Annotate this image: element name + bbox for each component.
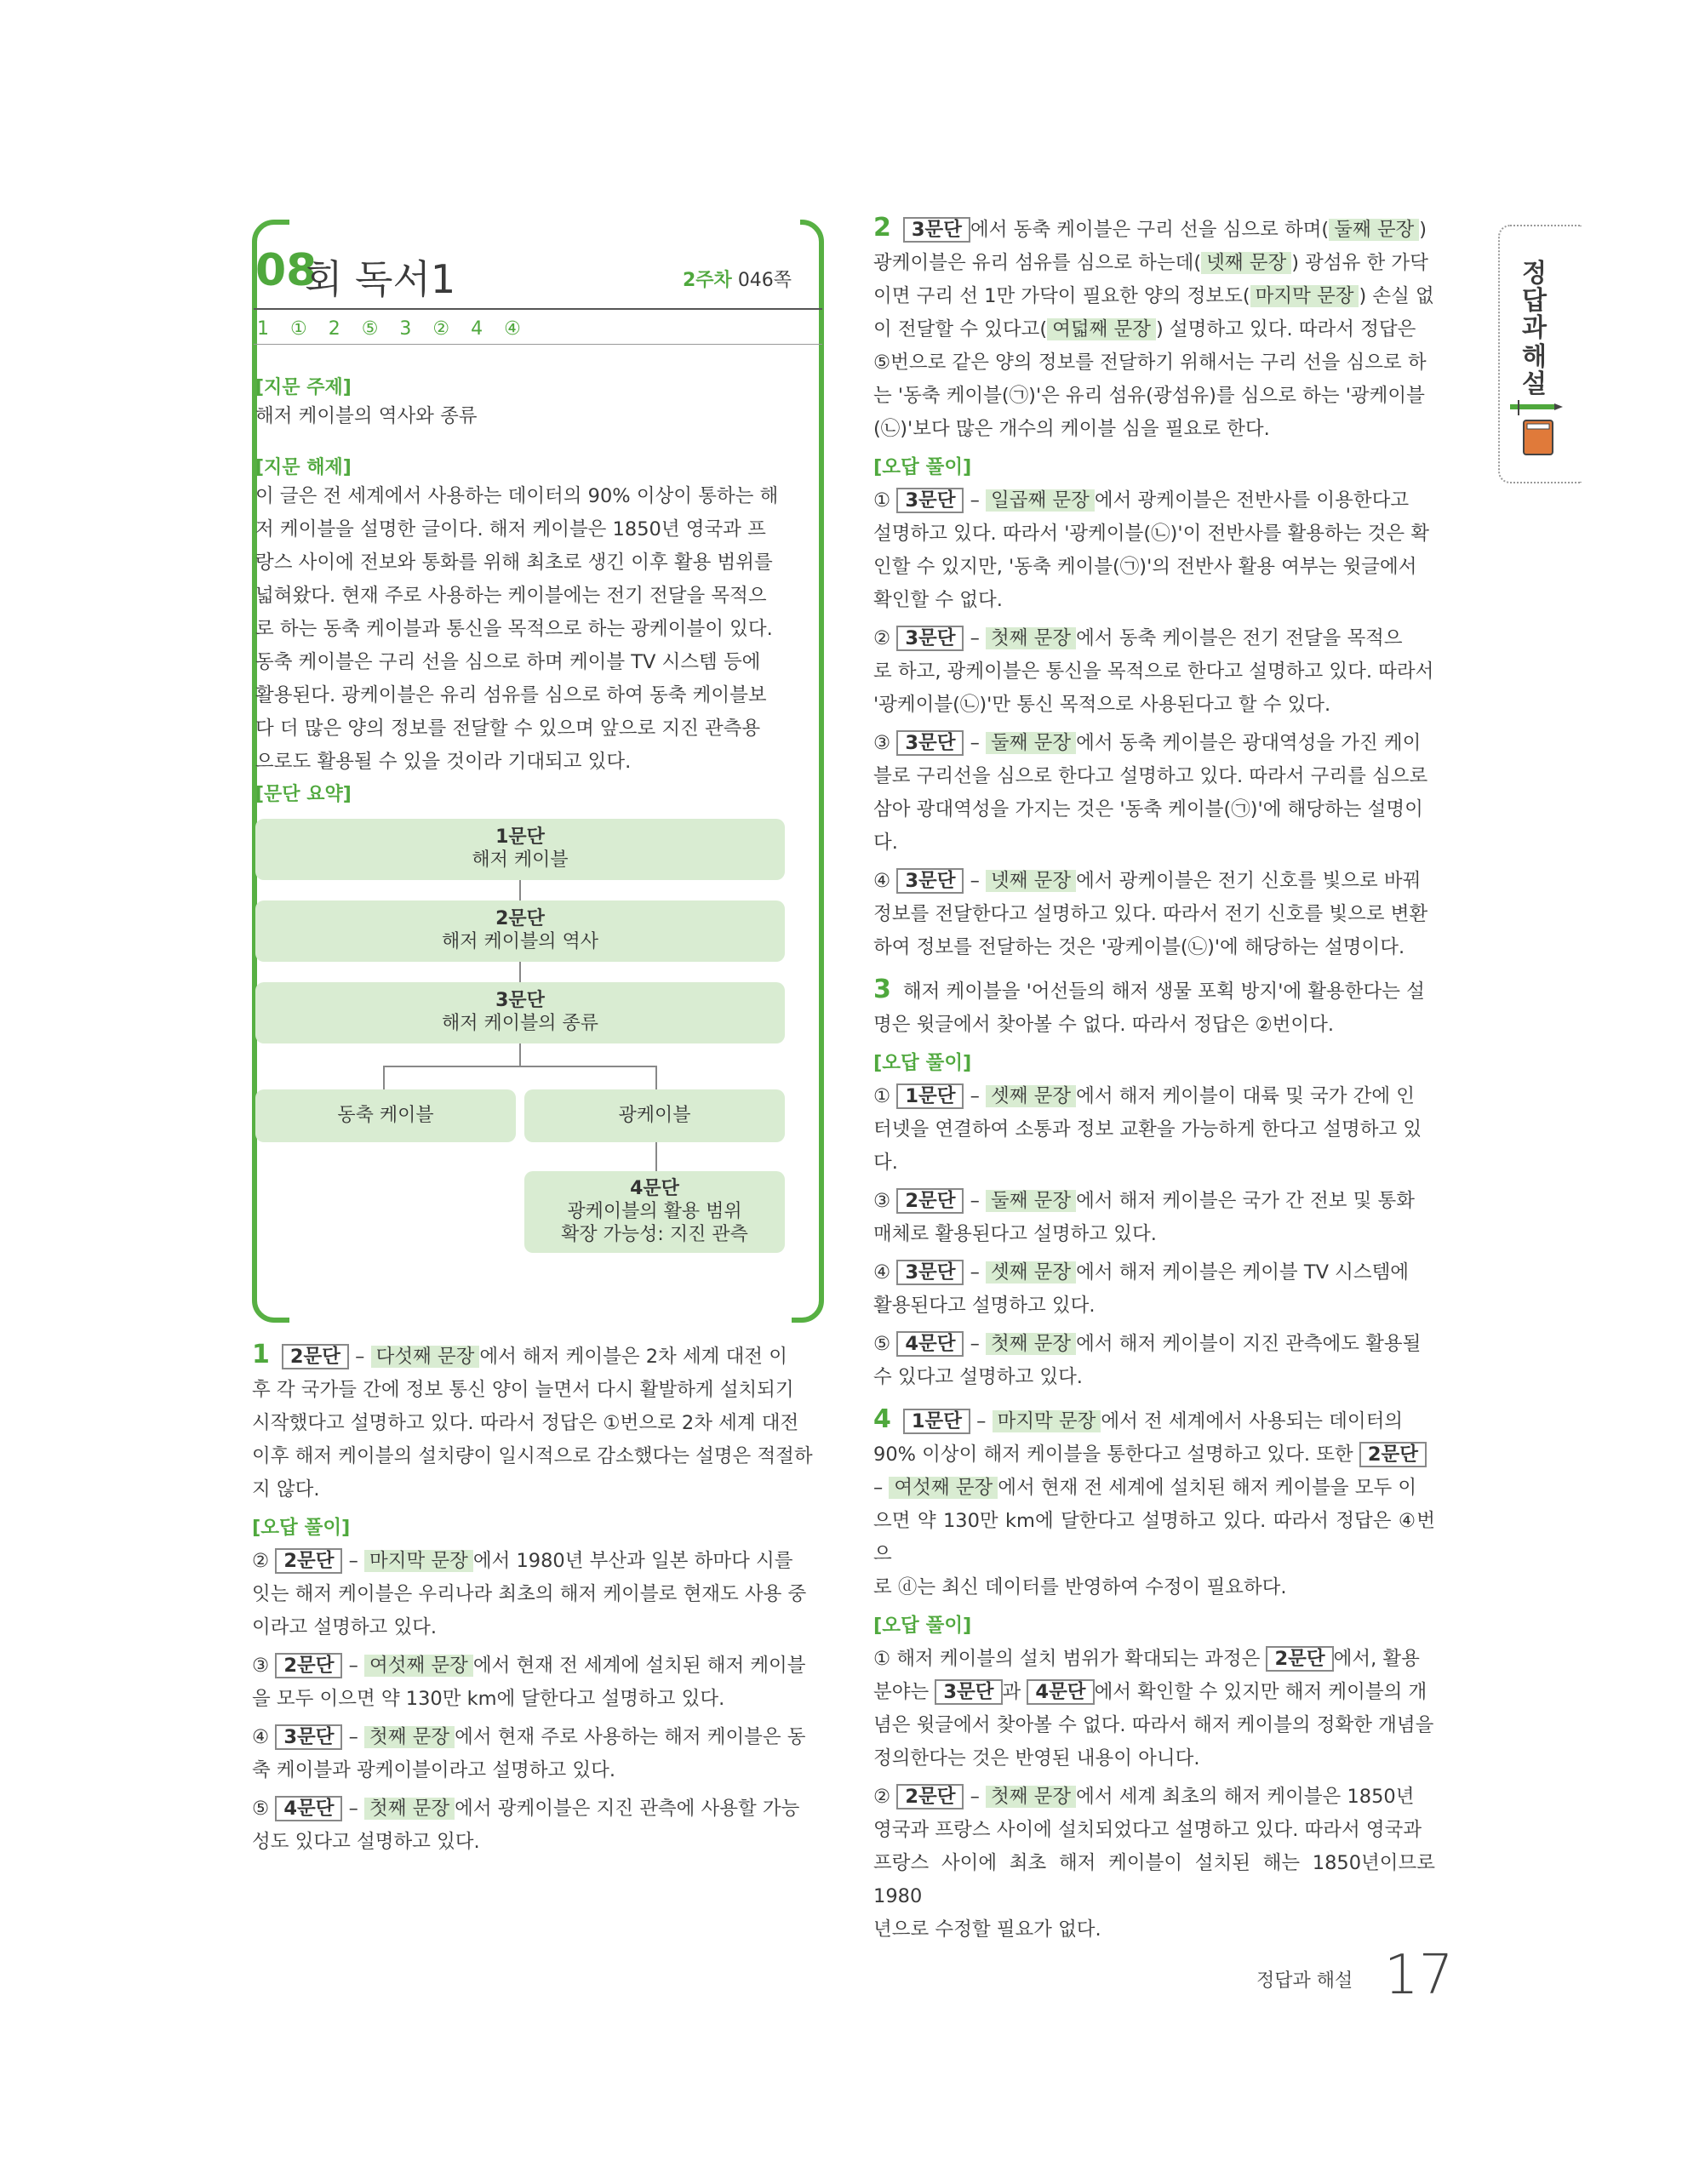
text-line [873,313,1435,346]
text: 에서 현재 전 세계에 설치된 해저 케이블을 모두 이 [998,1477,1417,1499]
paragraph-tag: 3문단 [896,1260,964,1285]
sentence-highlight: 둘째 문장 [1329,219,1419,241]
paragraph-tag: 3문단 [935,1679,1002,1705]
sentence-highlight: 여섯째 문장 [364,1655,473,1677]
summary-optic: 광케이블 [524,1089,785,1142]
question-number: 3 [873,975,891,1004]
summary-p3 [255,982,785,1043]
text-line: 블로 구리선을 심으로 한다고 설명하고 있다. 따라서 구리를 심으로 [873,765,1428,787]
week-label: 2주차 [683,270,732,291]
text-line: 는 '동축 케이블(㉠)'은 유리 섬유(광섬유)를 심으로 하는 '광케이블 [873,385,1425,407]
choice-mark: ② [252,1550,270,1572]
page-number: 17 [1384,1944,1454,2007]
text-line: ⑤번으로 같은 양의 정보를 전달하기 위해서는 구리 선을 심으로 하 [873,352,1427,374]
sentence-highlight: 첫째 문장 [986,1786,1076,1808]
text: 에서 확인할 수 있지만 해저 케이블의 개 [1094,1681,1427,1703]
text-line [873,973,1435,1009]
paragraph-tag: 3문단 [903,217,970,243]
choice-mark: ④ [252,1726,270,1748]
divider [254,308,822,310]
week-page: 046쪽 [737,270,792,291]
sentence-highlight: 일곱째 문장 [986,489,1095,512]
paragraph-tag: 2문단 [275,1548,342,1574]
text-line: 다 더 많은 양의 정보를 전달할 수 있으며 앞으로 지진 관측용 [255,718,761,740]
text-line: 이후 해저 케이블의 설치량이 일시적으로 감소했다는 설명은 적절하 [252,1445,813,1467]
wrong-answer-label: [오답 풀이] [252,1517,351,1539]
text-line: ③ 2문단 – 여섯째 문장 에서 현재 전 세계에 설치된 해저 케이블 [252,1655,806,1677]
paragraph-tag: 3문단 [896,626,964,651]
side-tab-char: 설 [1522,369,1547,399]
summary-p4-line1: 광케이블의 활용 범위 [567,1201,742,1222]
summary-p4-title: 4문단 [630,1178,679,1199]
answer-key: 1 ① 2 ⑤ 3 ② 4 ④ [257,318,521,340]
question-number: 2 [873,213,891,243]
text-line: 성도 있다고 설명하고 있다. [252,1831,480,1853]
text-line: – 여섯째 문장 에서 현재 전 세계에 설치된 해저 케이블을 모두 이 [873,1477,1417,1499]
text-line: 정의한다는 것은 반영된 내용이 아니다. [873,1747,1200,1769]
text-line: 프랑스 사이에 최초 해저 케이블이 설치된 해는 1850년이므로 1980 [873,1852,1435,1907]
summary-label: [문단 요약] [255,784,352,805]
text-line: 축 케이블과 광케이블이라고 설명하고 있다. [252,1759,615,1781]
text: 에서 동축 케이블은 구리 선을 심으로 하며( [970,219,1330,241]
choice-mark: ④ [873,870,891,892]
paragraph-tag: 2문단 [1359,1442,1427,1467]
box-gap-top [289,213,800,225]
connector [383,1066,385,1089]
text-line: 설명하고 있다. 따라서 '광케이블(㉡)'이 전반사를 활용하는 것은 확 [873,523,1430,545]
text: 에서, 활용 [1333,1648,1420,1670]
paragraph-tag: 4문단 [275,1796,342,1821]
text-line: 로 하는 동축 케이블과 통신을 목적으로 하는 광케이블이 있다. [255,618,773,640]
text: 에서 해저 케이블은 2차 세계 대전 이 [479,1346,787,1368]
side-tab-char: 해 [1522,342,1547,372]
topic-text: 해저 케이블의 역사와 종류 [255,405,478,427]
divider [254,344,822,345]
text: 에서 광케이블은 전반사를 이용한다고 [1094,489,1410,512]
wrong-answer-label: [오답 풀이] [873,1052,972,1074]
text-line [873,247,1435,280]
text: 에서 해저 케이블이 대륙 및 국가 간에 인 [1076,1085,1415,1107]
sentence-highlight: 셋째 문장 [986,1261,1076,1284]
text-line: 넓혀왔다. 현재 주로 사용하는 케이블에는 전기 전달을 목적으 [255,585,767,607]
text-line: 4 1문단 – 마지막 문장 에서 전 세계에서 사용되는 데이터의 [873,1404,1404,1434]
summary-p3-title: 3문단 [495,990,545,1011]
text-line: 으면 약 130만 km에 달한다고 설명하고 있다. 따라서 정답은 ④번으 [873,1510,1435,1565]
text-line: 2 3문단 에서 동축 케이블은 구리 선을 심으로 하며( 둘째 문장 ) [873,213,1427,243]
side-tab-char: 과 [1522,313,1547,343]
choice-mark: ③ [873,732,891,754]
text: 해저 케이블을 '어선들의 해저 생물 포획 방지'에 활용한다는 설 [902,981,1425,1003]
choice-mark: ③ [252,1655,270,1677]
text-line: ⑤ 4문단 – 첫째 문장 에서 광케이블은 지진 관측에 사용할 가능 [252,1798,800,1820]
box-gap-bottom [289,1312,792,1324]
paragraph-tag: 2문단 [275,1653,342,1678]
paragraph-tag: 2문단 [1266,1646,1333,1672]
choice-mark: ① [873,1085,891,1107]
paragraph-tag: 3문단 [275,1724,342,1750]
summary-p2 [255,900,785,962]
sentence-highlight: 첫째 문장 [986,1333,1076,1355]
summary-p2-title: 2문단 [495,908,545,929]
text-line: 동축 케이블은 구리 선을 심으로 하며 케이블 TV 시스템 등에 [255,651,761,673]
text-line: 랑스 사이에 전보와 통화를 위해 최초로 생긴 이후 활용 범위를 [255,552,773,574]
text-line: 이 글은 전 세계에서 사용하는 데이터의 90% 이상이 통하는 해 [255,485,779,507]
paragraph-tag: 3문단 [896,730,964,756]
paragraph-tag: 2문단 [282,1344,349,1369]
paragraph-tag: 1문단 [903,1409,970,1434]
connector [519,880,521,900]
text-line: 수 있다고 설명하고 있다. [873,1366,1083,1388]
sentence-highlight: 첫째 문장 [364,1726,455,1748]
text-line: ⑤ 4문단 – 첫째 문장 에서 해저 케이블이 지진 관측에도 활용될 [873,1333,1422,1355]
sentence-highlight: 둘째 문장 [986,732,1076,754]
text: 에서 해저 케이블은 국가 간 전보 및 통화 [1076,1190,1415,1212]
text-line: ④ 3문단 – 첫째 문장 에서 현재 주로 사용하는 해저 케이블은 동 [252,1726,806,1748]
sentence-highlight: 다섯째 문장 [371,1346,480,1368]
text: 에서 현재 주로 사용하는 해저 케이블은 동 [455,1726,806,1748]
wrong-answer-label: [오답 풀이] [873,1615,972,1637]
text-line: 로 하고, 광케이블은 통신을 목적으로 한다고 설명하고 있다. 따라서 [873,660,1434,683]
text-line: 하여 정보를 전달하는 것은 '광케이블(㉡)'에 해당하는 설명이다. [873,936,1405,958]
summary-p4 [524,1171,785,1253]
sentence-highlight: 셋째 문장 [986,1085,1076,1107]
text-line: ② 2문단 – 첫째 문장 에서 세계 최초의 해저 케이블은 1850년 [873,1786,1415,1808]
text-line: 활용된다. 광케이블은 유리 섬유를 심으로 하여 동축 케이블보 [255,684,767,706]
sentence-highlight: 마지막 문장 [364,1550,473,1572]
text-line: 다. [873,832,898,854]
paragraph-tag: 3문단 [896,488,964,513]
paragraph-tag: 2문단 [896,1188,964,1214]
summary-p1-text: 해저 케이블 [472,849,569,871]
question-number: 1 [252,1340,270,1369]
text-line: 으로도 활용될 수 있을 것이라 기대되고 있다. [255,751,632,773]
text-line: 활용된다고 설명하고 있다. [873,1295,1096,1317]
text-line: ② 2문단 – 마지막 문장 에서 1980년 부산과 일본 하마다 시를 [252,1550,793,1572]
choice-mark: ⑤ [873,1333,891,1355]
text: 과 [1002,1681,1021,1703]
pencil-book-icon [1507,395,1566,463]
sentence-highlight: 첫째 문장 [986,627,1076,649]
sentence-highlight: 여섯째 문장 [889,1477,998,1499]
topic-label: [지문 주제] [255,377,352,398]
summary-p3-text: 해저 케이블의 종류 [441,1013,598,1034]
text-line: 인할 수 있지만, '동축 케이블(㉠)'의 전반사 활용 여부는 윗글에서 [873,556,1417,578]
connector [655,1142,657,1171]
text-line: 년으로 수정할 필요가 없다. [873,1918,1101,1941]
sentence-highlight: 마지막 문장 [1250,285,1359,307]
choice-mark: ② [873,627,891,649]
text: 이 전달할 수 있다고( [873,318,1048,340]
text-line [873,1643,1435,1676]
text-line: 다. [873,1152,898,1174]
sentence-highlight: 둘째 문장 [986,1190,1076,1212]
text-line: ④ 3문단 – 셋째 문장 에서 해저 케이블은 케이블 TV 시스템에 [873,1261,1410,1284]
text-line: (㉡)'보다 많은 개수의 케이블 심을 필요로 한다. [873,418,1270,440]
text: 에서 세계 최초의 해저 케이블은 1850년 [1076,1786,1415,1808]
text: ) 손실 없 [1359,285,1434,307]
text: ) 광섬유 한 가닥 [1291,252,1428,274]
question-2 [873,211,1435,1947]
footer-label: 정답과 해설 [1256,1970,1353,1992]
text: ) 설명하고 있다. 따라서 정답은 [1155,318,1416,340]
week-ref [683,266,792,292]
text-line: ① 3문단 – 일곱째 문장 에서 광케이블은 전반사를 이용한다고 [873,489,1410,512]
summary-p2-text: 해저 케이블의 역사 [441,931,598,952]
summary-p1 [255,819,785,880]
text: 에서 광케이블은 지진 관측에 사용할 가능 [455,1798,800,1820]
text: 에서 동축 케이블은 전기 전달을 목적으 [1076,627,1403,649]
text-line: 터넷을 연결하여 소통과 정보 교환을 가능하게 한다고 설명하고 있 [873,1118,1422,1141]
sentence-highlight: 마지막 문장 [993,1410,1101,1432]
text-line: 지 않다. [252,1478,320,1501]
text-line: 저 케이블을 설명한 글이다. 해저 케이블은 1850년 영국과 프 [255,518,766,540]
lesson-number: 08 [255,245,318,296]
connector [519,962,521,982]
text: 에서 광케이블은 전기 신호를 빛으로 바꿔 [1076,870,1422,892]
analysis-label: [지문 해제] [255,457,352,478]
text-line: 삼아 광대역성을 가지는 것은 '동축 케이블(㉠)'에 해당하는 설명이 [873,798,1423,820]
text: 분야는 [873,1681,930,1703]
text: 에서 전 세계에서 사용되는 데이터의 [1101,1410,1404,1432]
text-line: 잇는 해저 케이블은 우리나라 최초의 해저 케이블로 현재도 사용 중 [252,1583,807,1605]
text: 광케이블은 유리 섬유를 심으로 하는데( [873,252,1202,274]
text-line: 로 ⓓ는 최신 데이터를 반영하여 수정이 필요하다. [873,1576,1287,1598]
side-tab-char: 정 [1522,259,1547,289]
text-line: 영국과 프랑스 사이에 설치되었다고 설명하고 있다. 따라서 영국과 [873,1819,1422,1841]
choice-mark: ④ [873,1261,891,1284]
text-line: ④ 3문단 – 넷째 문장 에서 광케이블은 전기 신호를 빛으로 바꿔 [873,870,1422,892]
sentence-highlight: 넷째 문장 [986,870,1076,892]
text-line: 확인할 수 없다. [873,589,1003,611]
text-line: 정보를 전달한다고 설명하고 있다. 따라서 전기 신호를 빛으로 변환 [873,903,1428,925]
choice-mark: ⑤ [252,1798,270,1820]
text: 에서 동축 케이블은 광대역성을 가진 케이 [1076,732,1422,754]
wrong-answer-label: [오답 풀이] [873,456,972,478]
connector [655,1066,657,1089]
paragraph-tag: 4문단 [896,1331,964,1357]
text-line: 시작했다고 설명하고 있다. 따라서 정답은 ①번으로 2차 세계 대전 [252,1412,799,1434]
text: 에서 1980년 부산과 일본 하마다 시를 [472,1550,793,1572]
text-line [252,1338,817,1374]
text-line: ③ 3문단 – 둘째 문장 에서 동축 케이블은 광대역성을 가진 케이 [873,732,1422,754]
text-line: 이라고 설명하고 있다. [252,1616,438,1638]
analysis-text [255,480,783,779]
dash: – [355,1346,365,1368]
choice-mark: ① [873,489,891,512]
lesson-title: 회 독서1 [305,256,456,302]
text-line: '광케이블(㉡)'만 통신 목적으로 사용된다고 할 수 있다. [873,694,1331,716]
choice-mark: ③ [873,1190,891,1212]
text-line [873,1438,1435,1472]
text: 90% 이상이 해저 케이블을 통한다고 설명하고 있다. 또한 [873,1444,1353,1466]
text-line: ② 3문단 – 첫째 문장 에서 동축 케이블은 전기 전달을 목적으 [873,627,1403,649]
text-line: ③ 2문단 – 둘째 문장 에서 해저 케이블은 국가 간 전보 및 통화 [873,1190,1415,1212]
text-line [873,280,1435,313]
question-1 [252,1338,817,1859]
summary-p4-line2: 확장 가능성: 지진 관측 [561,1224,748,1245]
sentence-highlight: 여덟째 문장 [1047,318,1156,340]
text-line: 념은 윗글에서 찾아볼 수 없다. 따라서 해저 케이블의 정확한 개념을 [873,1714,1434,1736]
paragraph-tag: 3문단 [896,868,964,894]
summary-p1-title: 1문단 [495,826,545,848]
text-line: 매체로 활용된다고 설명하고 있다. [873,1223,1157,1245]
question-number: 4 [873,1404,891,1434]
connector [519,1043,521,1066]
paragraph-tag: 1문단 [896,1083,964,1109]
choice-mark: ② [873,1786,891,1808]
text-line: 명은 윗글에서 찾아볼 수 없다. 따라서 정답은 ②번이다. [873,1014,1334,1036]
text-line: 후 각 국가들 간에 정보 통신 양이 늘면서 다시 활발하게 설치되기 [252,1379,794,1401]
text-line [873,1676,1435,1709]
paragraph-tag: 4문단 [1027,1679,1094,1705]
connector [383,1066,655,1067]
text: 에서 현재 전 세계에 설치된 해저 케이블 [472,1655,806,1677]
text-line: 을 모두 이으면 약 130만 km에 달한다고 설명하고 있다. [252,1688,725,1710]
text: ① 해저 케이블의 설치 범위가 확대되는 과정은 [873,1648,1261,1670]
text: 에서 해저 케이블은 케이블 TV 시스템에 [1076,1261,1410,1284]
text: 에서 해저 케이블이 지진 관측에도 활용될 [1076,1333,1422,1355]
side-tab-char: 답 [1522,286,1547,316]
text-line: ① 1문단 – 셋째 문장 에서 해저 케이블이 대륙 및 국가 간에 인 [873,1085,1415,1107]
text: 이면 구리 선 1만 가닥이 필요한 양의 정보도( [873,285,1250,307]
paragraph-tag: 2문단 [896,1784,964,1810]
sentence-highlight: 넷째 문장 [1201,252,1291,274]
sentence-highlight: 첫째 문장 [364,1798,455,1820]
summary-coax: 동축 케이블 [255,1089,516,1142]
